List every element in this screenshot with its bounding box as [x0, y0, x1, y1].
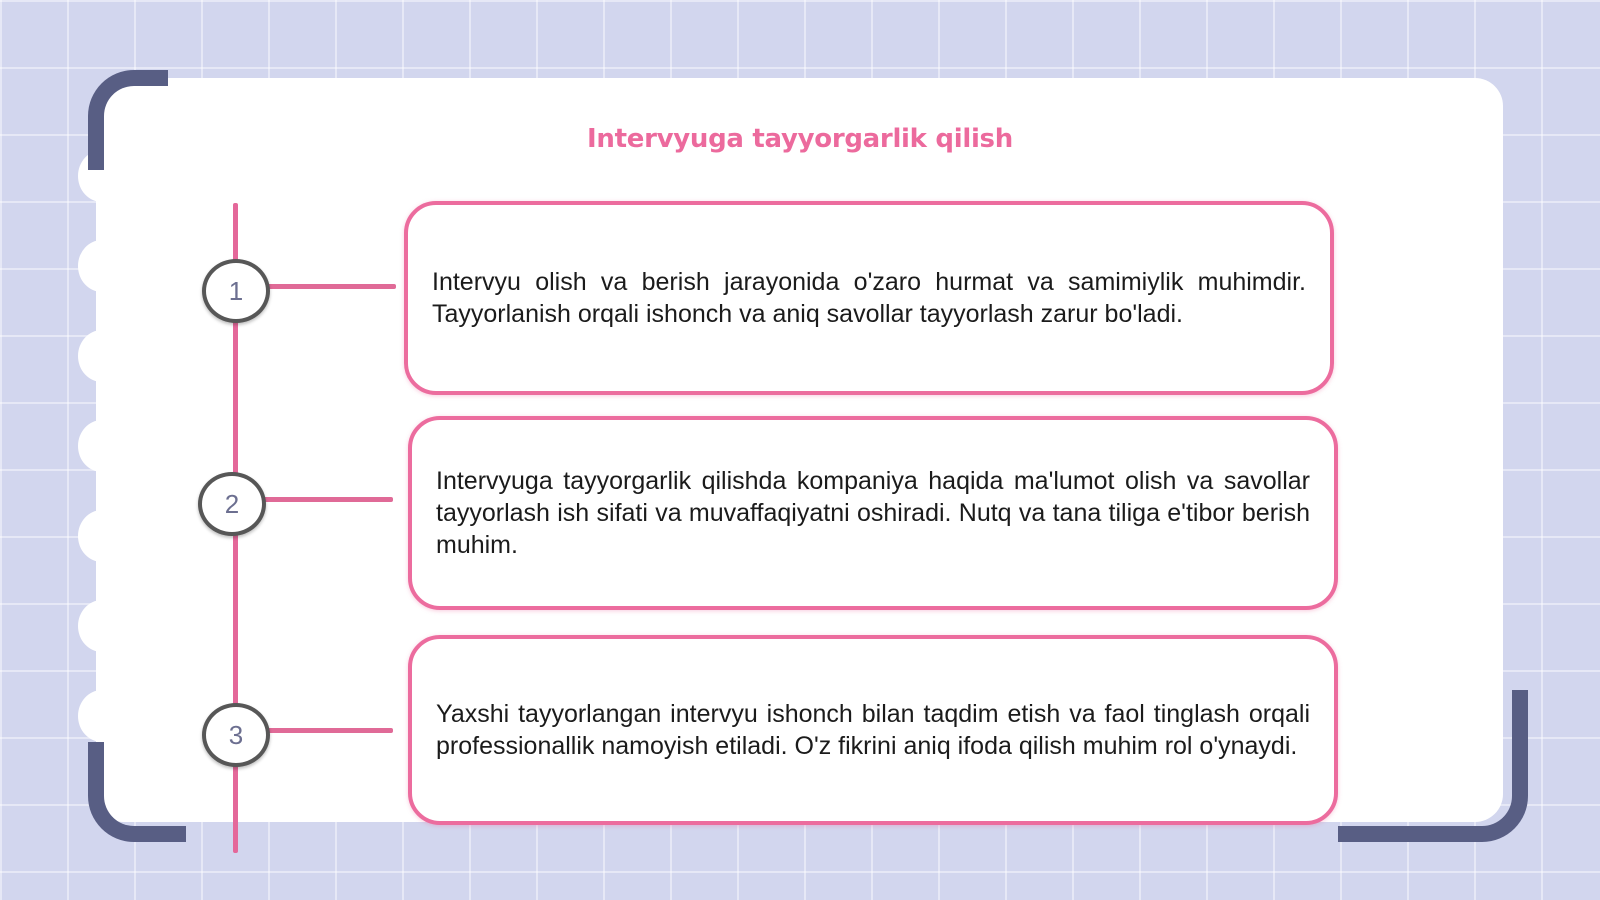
- step-number: 1: [228, 275, 244, 306]
- step-number-circle: [198, 472, 266, 536]
- paper-scallop: [78, 420, 126, 472]
- step-card-text: Intervyuga tayyorgarlik qilishda kompaniya haqida ma'lumot olish va savollar tayyorlash ish sifati va muvaffaqiyatni oshiradi. Nutq va tana tiliga e'tibor berish muhim.: [436, 467, 1310, 559]
- step-number-circle: [202, 703, 270, 767]
- step-number: 2: [224, 488, 240, 519]
- corner-bracket-top-left: [88, 70, 168, 170]
- step-number: 3: [228, 719, 244, 750]
- paper-scallop: [78, 240, 126, 292]
- timeline-connector: [266, 728, 393, 733]
- corner-bracket-bottom-left: [88, 742, 186, 842]
- timeline-connector: [263, 497, 393, 502]
- paper-scallop: [78, 600, 126, 652]
- slide-title: Intervyuga tayyorgarlik qilish: [587, 124, 1013, 154]
- timeline-connector: [266, 284, 396, 289]
- step-card: [408, 635, 1338, 825]
- step-card: [408, 416, 1338, 610]
- paper-scallop: [78, 330, 126, 382]
- paper-scallop: [78, 690, 126, 742]
- step-card-text: Intervyu olish va berish jarayonida o'zaro hurmat va samimiylik muhimdir. Tayyorlanish orqali ishonch va aniq savollar tayyorlash zarur bo'ladi.: [432, 268, 1306, 328]
- corner-bracket-bottom-right: [1338, 690, 1528, 842]
- paper-scallop: [78, 510, 126, 562]
- step-number-circle: [202, 259, 270, 323]
- step-card: [404, 201, 1334, 395]
- step-card-text: Yaxshi tayyorlangan intervyu ishonch bilan taqdim etish va faol tinglash orqali professionallik namoyish etiladi. O'z fikrini aniq ifoda qilish muhim rol o'ynaydi.: [436, 700, 1310, 760]
